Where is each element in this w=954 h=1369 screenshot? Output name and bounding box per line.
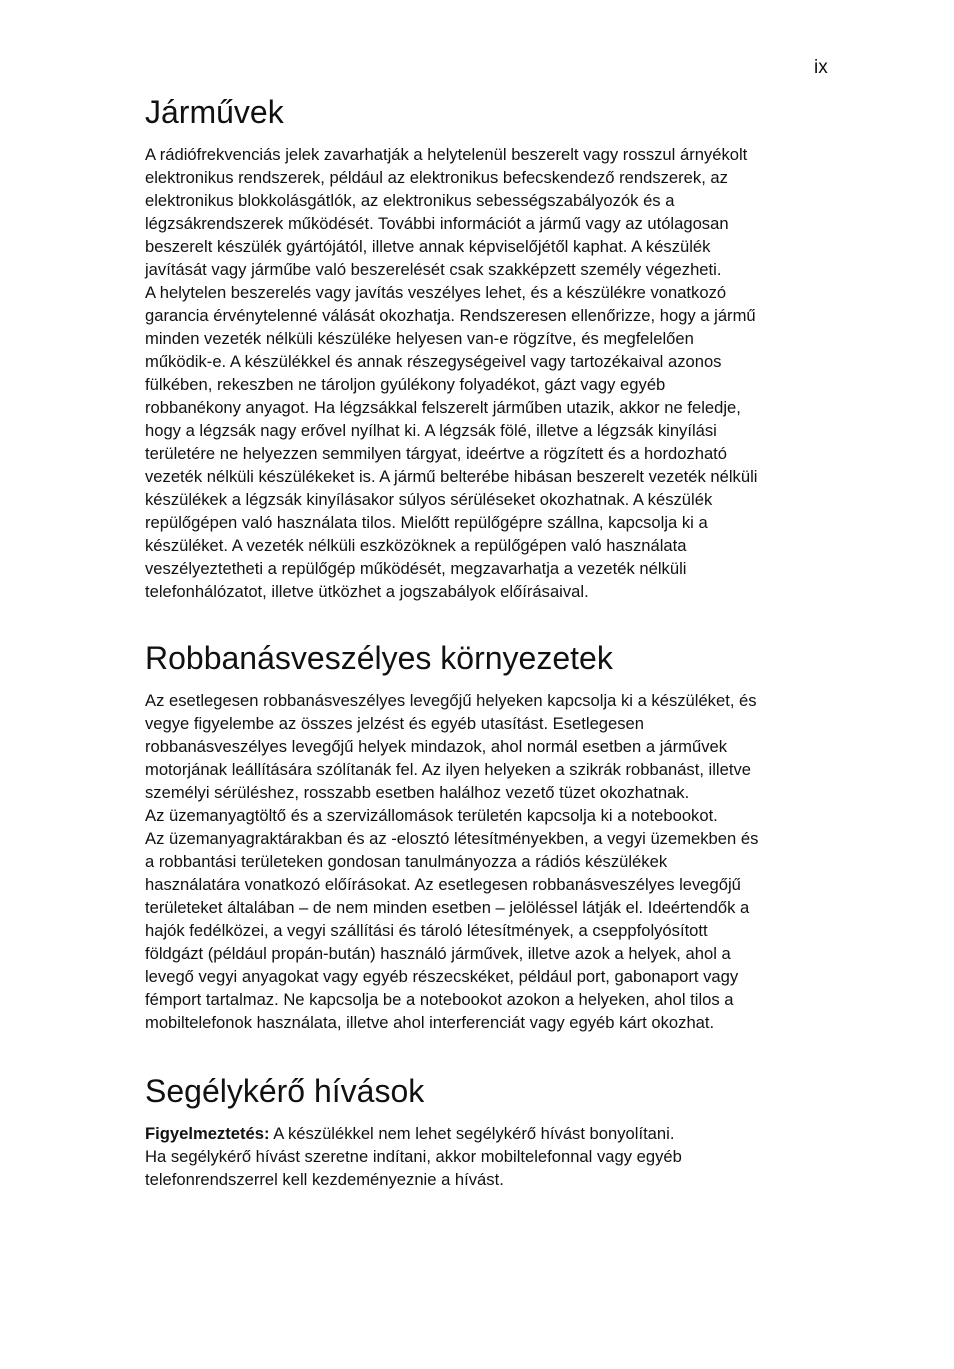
section-title-explosive: Robbanásveszélyes környezetek [145,640,613,676]
paragraph-line: elektronikus blokkolásgátlók, az elektronikus sebességszabályozók és a [145,191,675,210]
paragraph-line: veszélyeztetheti a repülőgép működését, megzavarhatja a vezeték nélküli [145,559,687,578]
paragraph-line: földgázt (például propán-bután) használó járművek, illetve azok a helyek, ahol a [145,944,731,963]
section-title-vehicles: Járművek [145,94,284,130]
paragraph-line: telefonhálózatot, illetve ütközhet a jogszabályok előírásaival. [145,582,589,601]
paragraph-vehicles [145,143,835,603]
section-vehicles [145,92,835,603]
paragraph-line: fémport tartalmaz. Ne kapcsolja be a notebookot azokon a helyeken, ahol tilos a [145,990,734,1009]
paragraph-line: Ha segélykérő hívást szeretne indítani, akkor mobiltelefonnal vagy egyéb [145,1147,682,1166]
section-explosive-environments [145,638,835,1034]
paragraph-line: A helytelen beszerelés vagy javítás veszélyes lehet, és a készülékre vonatkozó [145,283,727,302]
paragraph-line: fülkében, rekeszben ne tároljon gyúlékony folyadékot, gázt vagy egyéb [145,375,666,394]
paragraph-line: robbanásveszélyes levegőjű helyek mindazok, ahol normál esetben a járművek [145,737,728,756]
paragraph-line: robbanékony anyagot. Ha légzsákkal felszerelt járműben utazik, akkor ne feledje, [145,398,741,417]
paragraph-line: motorjának leállítására szólítanák fel. Az ilyen helyeken a szikrák robbanást, illetve [145,760,751,779]
paragraph-line: repülőgépen való használata tilos. Mielőtt repülőgépre szállna, kapcsolja ki a [145,513,708,532]
paragraph-explosive [145,689,835,1034]
paragraph-line: területeket általában – de nem minden esetben – jelöléssel látják el. Ideértendők a [145,898,750,917]
paragraph-line: garancia érvénytelenné válását okozhatja. Rendszeresen ellenőrizze, hogy a jármű [145,306,756,325]
paragraph-line: Az üzemanyagraktárakban és az -elosztó létesítményekben, a vegyi üzemekben és [145,829,759,848]
paragraph-line: javítását vagy járműbe való beszerelését csak szakképzett személy végezheti. [145,260,722,279]
paragraph-line: hajók fedélközei, a vegyi szállítási és tároló létesítmények, a cseppfolyósított [145,921,708,940]
paragraph-line: személyi sérüléshez, rosszabb esetben halálhoz vezető tüzet okozhatnak. [145,783,690,802]
paragraph-line: Az üzemanyagtöltő és a szervizállomások területén kapcsolja ki a notebookot. [145,806,718,825]
paragraph-line: levegő vegyi anyagokat vagy egyéb részecskéket, például port, gabonaport vagy [145,967,739,986]
paragraph-line: készüléket. A vezeték nélküli eszközöknek a repülőgépen való használata [145,536,687,555]
paragraph-line: mobiltelefonok használata, illetve ahol interferenciát vagy egyéb kárt okozhat. [145,1013,715,1032]
paragraph-line: vezeték nélküli készülékeket is. A jármű belterébe hibásan beszerelt vezeték nélküli [145,467,758,486]
page-number: ix [814,57,828,78]
paragraph-line [145,1122,835,1145]
paragraph-line: telefonrendszerrel kell kezdeményeznie a hívást. [145,1170,504,1189]
paragraph-line: Az esetlegesen robbanásveszélyes levegőjű helyeken kapcsolja ki a készüléket, és [145,691,757,710]
section-title-emergency: Segélykérő hívások [145,1073,425,1109]
warning-label: Figyelmeztetés: [145,1124,270,1143]
paragraph-line: készülékek a légzsák kinyílásakor súlyos sérüléseket okozhatnak. A készülék [145,490,713,509]
paragraph-line: területére ne helyezzen semmilyen tárgyat, ideértve a rögzített és a hordozható [145,444,728,463]
page-content [145,92,835,1191]
paragraph-line: használatára vonatkozó előírásokat. Az esetlegesen robbanásveszélyes levegőjű [145,875,741,894]
paragraph-line: működik-e. A készülékkel és annak részegységeivel vagy tartozékaival azonos [145,352,722,371]
paragraph-line: beszerelt készülék gyártójától, illetve annak képviselőjétől kaphat. A készülék [145,237,711,256]
paragraph-emergency [145,1122,835,1191]
section-emergency-calls [145,1071,835,1191]
paragraph-line: A rádiófrekvenciás jelek zavarhatják a helytelenül beszerelt vagy rosszul árnyékolt [145,145,748,164]
paragraph-line: minden vezeték nélküli készüléke helyesen van-e rögzítve, és megfelelően [145,329,694,348]
paragraph-line: vegye figyelembe az összes jelzést és egyéb utasítást. Esetlegesen [145,714,645,733]
paragraph-line: a robbantási területeken gondosan tanulmányozza a rádiós készülékek [145,852,668,871]
warning-text: A készülékkel nem lehet segélykérő hívást bonyolítani. [269,1124,675,1143]
paragraph-line: elektronikus rendszerek, például az elektronikus befecskendező rendszerek, az [145,168,728,187]
paragraph-line: légzsákrendszerek működését. További információt a jármű vagy az utólagosan [145,214,729,233]
paragraph-line: hogy a légzsák nagy erővel nyílhat ki. A légzsák fölé, illetve a légzsák kinyílási [145,421,717,440]
